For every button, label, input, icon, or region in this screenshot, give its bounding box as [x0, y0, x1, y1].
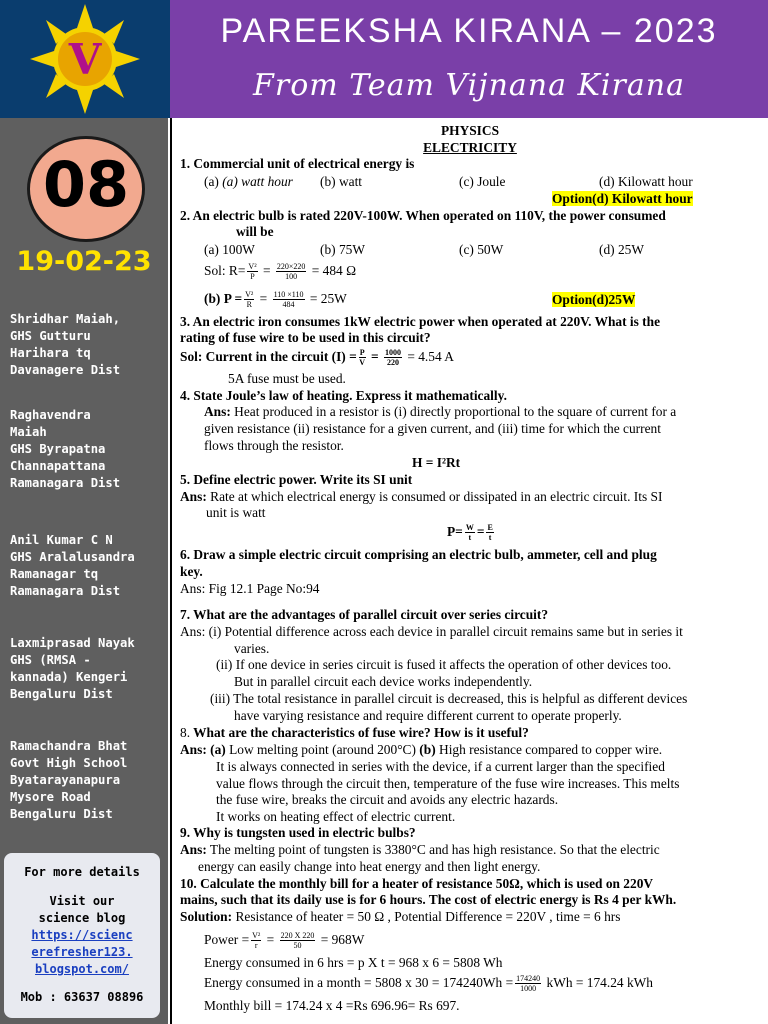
subject-heading: PHYSICS: [440, 123, 500, 138]
blog-link-line[interactable]: erefresher123.: [31, 945, 133, 959]
header-banner: [170, 0, 768, 118]
author-block: [10, 407, 168, 492]
answer-7-line: Ans: (i) Potential difference across each device in parallel circuit remains same but in series it: [180, 624, 683, 639]
numerator: V²: [248, 262, 257, 272]
solution-3-fuse: 5A fuse must be used.: [228, 371, 346, 386]
sol-label: Sol: R=: [204, 263, 246, 278]
answer-9-line: [180, 842, 768, 858]
answer-highlight: Option(d)25W: [552, 292, 636, 307]
mobile-number: Mob : 63637 08896: [20, 990, 144, 1004]
formula-power: [447, 521, 768, 543]
question-10-cont: mains, such that its daily use is for 6 hours. The cost of electric energy is Rs 4 per kWh.: [180, 892, 677, 907]
option-b: (b) 75W: [320, 242, 365, 257]
sun-logo-icon: [0, 0, 170, 118]
answer-4-line: [204, 404, 768, 420]
author-block: [10, 738, 168, 823]
numerator: W: [465, 523, 474, 533]
answer-text: The melting point of tungsten is 3380°C and has high resistance. So that the electric: [206, 842, 660, 857]
denominator: r: [254, 941, 258, 951]
formula-lead: P=: [447, 524, 463, 539]
answer-5-line: [180, 489, 768, 505]
chapter-heading: [172, 140, 768, 156]
visit-text: [4, 893, 160, 927]
author-line: Bengaluru Dist: [10, 807, 113, 821]
page-subtitle: From Team Vijnana Kirana: [253, 68, 685, 103]
author-line: Laxmiprasad Nayak: [10, 636, 135, 650]
fraction: [280, 931, 316, 950]
denominator: 484: [282, 300, 295, 310]
answer-8-line: value flows through the circuit then, temperature of the fuse wire increases. This melts: [216, 776, 680, 791]
solution-10: [180, 909, 768, 925]
issue-number-badge: [27, 136, 145, 242]
fraction: [244, 290, 254, 309]
option-a: (a) watt hour: [222, 174, 293, 189]
solution-10-energy: Energy consumed in 6 hrs = p X t = 968 x 6 = 5808 Wh: [204, 955, 503, 970]
solution-10-month: [204, 971, 768, 995]
author-line: Ramanagar tq: [10, 567, 99, 581]
answer-5-line: unit is watt: [206, 505, 266, 520]
solution-10-bill: Monthly bill = 174.24 x 4 =Rs 696.96= Rs 697.: [204, 998, 460, 1013]
answer-7-line: (ii) If one device in series circuit is fused it affects the operation of other devices too.: [216, 657, 672, 672]
author-line: Byatarayanapura: [10, 773, 121, 787]
numerator: E: [487, 523, 493, 533]
author-line: Mysore Road: [10, 790, 91, 804]
fraction: [273, 290, 305, 309]
option-b: (b) watt: [320, 174, 363, 189]
fraction: [359, 348, 366, 367]
author-line: Bengaluru Dist: [10, 687, 113, 701]
option: (a) (a) watt hour: [204, 174, 293, 189]
answer-4-line: given resistance (ii) resistance for a given current, and (iii) time for which the current: [204, 421, 661, 436]
author-line: kannada) Kengeri: [10, 670, 128, 684]
ans-label: Ans:: [180, 489, 207, 504]
result: = 484 Ω: [311, 263, 357, 278]
numerator: V²: [245, 290, 254, 300]
question-9: 9. Why is tungsten used in electric bulbs?: [180, 825, 416, 840]
author-line: Shridhar Maiah,: [10, 312, 121, 326]
question-3: 3. An electric iron consumes 1kW electric power when operated at 220V. What is the: [180, 314, 661, 329]
option-c: (c) Joule: [459, 174, 506, 189]
fraction: [247, 262, 257, 281]
sol-label: Solution:: [180, 909, 233, 924]
denominator: R: [246, 300, 252, 310]
result: = 968W: [320, 932, 365, 947]
fraction: [486, 523, 493, 542]
ans-label: (b): [419, 742, 436, 757]
issue-number: 08: [42, 148, 130, 221]
question-2: 2. An electric bulb is rated 220V-100W. When operated on 110V, the power consumed: [180, 208, 666, 223]
blog-link-line[interactable]: blogspot.com/: [35, 962, 129, 976]
denominator: 220: [386, 358, 399, 368]
answer-7-line: (iii) The total resistance in parallel circuit is decreased, this is helpful as different devices: [210, 691, 688, 706]
answer-1: [552, 191, 768, 207]
visit-line: Visit our: [49, 894, 115, 908]
sidebar: [0, 118, 168, 1024]
author-line: Harihara tq: [10, 346, 91, 360]
option-d: (d) 25W: [599, 242, 644, 257]
numerator: 220×220: [276, 262, 306, 272]
visit-line: science blog: [38, 911, 126, 925]
answer-4-line: flows through the resistor.: [204, 438, 344, 453]
author-line: Ramachandra Bhat: [10, 739, 128, 753]
result: = 4.54 A: [407, 349, 454, 364]
author-block: [10, 311, 168, 379]
answer-8-line: the fuse wire, breaks the circuit and avoids any electric hazards.: [216, 792, 559, 807]
answer-text: Heat produced in a resistor is (i) directly proportional to the square of current for a: [230, 404, 677, 419]
solution-text: Resistance of heater = 50 Ω , Potential Difference = 220V , time = 6 hrs: [232, 909, 621, 924]
author-line: Ramanagara Dist: [10, 584, 121, 598]
answer-7-line: have varying resistance and require different current to operate properly.: [234, 708, 622, 723]
answer-text: Rate at which electrical energy is consumed or dissipated in an electric circuit. Its SI: [206, 489, 663, 504]
page-title: PAREEKSHA KIRANA – 2023: [220, 12, 718, 50]
question-6-cont: key.: [180, 564, 203, 579]
blog-link[interactable]: [4, 927, 160, 978]
result: = 25W: [309, 291, 347, 306]
answer-8-line: It is always connected in series with the device, if a current larger than the specified: [216, 759, 665, 774]
fraction: [384, 348, 402, 367]
author-line: Ramanagara Dist: [10, 476, 121, 490]
solution-2b: (b) P = $\frac{\text{V²}}{R}$ = $\frac{110 \times 110}{484}$ = 25W: [204, 290, 347, 310]
numerator: V²: [252, 931, 261, 941]
ans-label: Ans: (a): [180, 742, 226, 757]
svg-text:V: V: [68, 35, 102, 84]
question-sheet: [170, 118, 768, 1024]
numerator: 1000: [384, 348, 401, 358]
numerator: P: [359, 348, 365, 358]
formula-joule: H = I²Rt: [412, 455, 461, 470]
sol-label: (b) P =: [204, 291, 243, 306]
question-3-cont: rating of fuse wire to be used in this circuit?: [180, 330, 431, 345]
sol-label: Sol: Current in the circuit (I) =: [180, 349, 357, 364]
question-1: 1. Commercial unit of electrical energy is: [180, 156, 415, 171]
author-line: Davanagere Dist: [10, 363, 121, 377]
answer-8-line: It works on heating effect of electric current.: [216, 809, 456, 824]
solution-10-power: Power = $\frac{\text{V²}}{r}$ = $\frac{220 X 220}{50}$ = 968W: [204, 931, 365, 951]
formula-lead: Energy consumed in a month = 5808 x 30 = 174240Wh =: [204, 975, 514, 990]
blog-link-line[interactable]: https://scienc: [31, 928, 133, 942]
author-line: GHS Byrapatna: [10, 442, 106, 456]
author-line: Govt High School: [10, 756, 128, 770]
author-line: GHS Gutturu: [10, 329, 91, 343]
answer-7-line: varies.: [234, 641, 270, 656]
option-c: (c) 50W: [459, 242, 504, 257]
question-number: 8.: [180, 725, 191, 740]
question-2-cont: will be: [236, 224, 274, 239]
question-4: 4. State Joule’s law of heating. Express it mathematically.: [180, 388, 507, 403]
answer-8-line: [180, 742, 768, 758]
denominator: P: [250, 272, 255, 282]
author-line: GHS Aralalusandra: [10, 550, 135, 564]
issue-date: 19-02-23: [16, 246, 152, 277]
solution-2a: Sol: R= $\frac{\text{V²}}{P}$ = $\frac{220\times 220}{100}$ = 484 Ω: [204, 262, 357, 282]
result: kWh = 174.24 kWh: [543, 975, 653, 990]
fraction: [276, 262, 307, 281]
contact-box: [4, 853, 160, 1018]
fraction: [251, 931, 261, 950]
answer-2: [552, 292, 768, 308]
ans-label: Ans:: [180, 842, 207, 857]
answer-9-line: energy can easily change into heat energy and then light energy.: [198, 859, 541, 874]
question-7: 7. What are the advantages of parallel circuit over series circuit?: [180, 607, 549, 622]
question-5: 5. Define electric power. Write its SI unit: [180, 472, 413, 487]
more-details-title: For more details: [24, 865, 140, 879]
denominator: 1000: [520, 984, 537, 994]
author-line: Maiah: [10, 425, 47, 439]
denominator: t: [468, 533, 472, 543]
fraction: [465, 523, 475, 542]
option-a: (a) 100W: [204, 242, 255, 257]
numerator: 174240: [516, 974, 541, 984]
author-line: Anil Kumar C N: [10, 533, 113, 547]
question-10: 10. Calculate the monthly bill for a heater of resistance 50Ω, which is used on 220V: [180, 876, 654, 891]
author-block: [10, 532, 168, 600]
numerator: 110 ×110: [273, 290, 304, 300]
answer-7-line: But in parallel circuit each device works independently.: [234, 674, 533, 689]
question-text: What are the characteristics of fuse wire? How is it useful?: [190, 725, 529, 740]
author-line: GHS (RMSA -: [10, 653, 91, 667]
formula-lead: Power =: [204, 932, 250, 947]
denominator: t: [488, 533, 492, 543]
equals: =: [476, 524, 485, 539]
author-line: Channapattana: [10, 459, 106, 473]
answer-text: Low melting point (around 200°C): [225, 742, 420, 757]
option-d: (d) Kilowatt hour: [599, 174, 693, 189]
denominator: 50: [293, 941, 302, 951]
solution-3: Sol: Current in the circuit (I) = $\frac{P}{V}$ = $\frac{1000}{220}$ = 4.54 A: [180, 348, 454, 368]
answer-6: Ans: Fig 12.1 Page No:94: [180, 581, 320, 596]
logo: [0, 0, 170, 118]
answer-highlight: Option(d) Kilowatt hour: [552, 191, 693, 206]
question-8: [180, 725, 768, 741]
question-6: 6. Draw a simple electric circuit comprising an electric bulb, ammeter, cell and plug: [180, 547, 657, 562]
answer-text: High resistance compared to copper wire.: [435, 742, 663, 757]
chapter-title: ELECTRICITY: [423, 140, 517, 155]
fraction: [515, 974, 541, 993]
denominator: V: [359, 358, 366, 368]
author-line: Raghavendra: [10, 408, 91, 422]
numerator: 220 X 220: [280, 931, 315, 941]
author-block: [10, 635, 168, 703]
ans-label: Ans:: [204, 404, 231, 419]
denominator: 100: [285, 272, 298, 282]
